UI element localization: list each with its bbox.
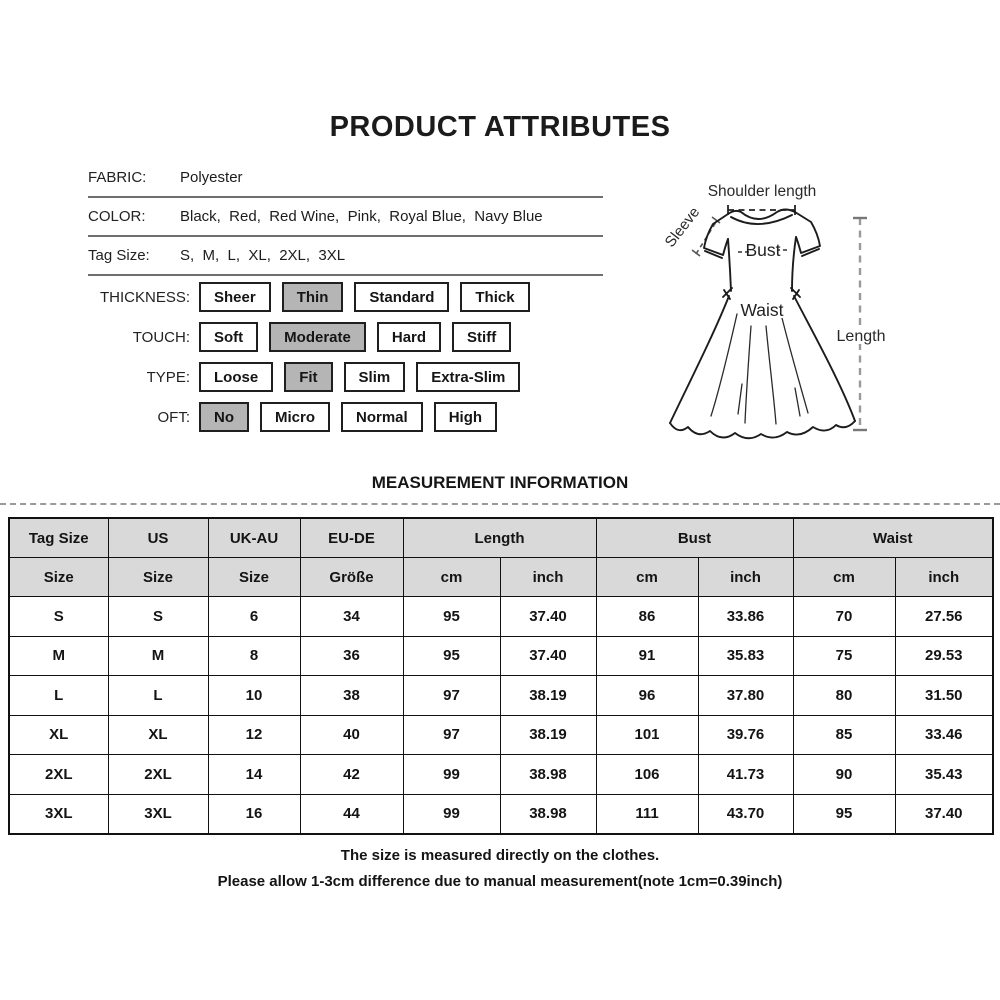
size-table-cell: 12 [208, 715, 300, 755]
size-table-cell: 106 [596, 755, 698, 795]
option-row [0, 277, 640, 317]
attribute-label: COLOR: [88, 208, 146, 225]
attribute-row [88, 159, 603, 198]
option-thin: Thin [282, 282, 344, 312]
size-table-cell: 2XL [108, 755, 208, 795]
size-table-cell: 39.76 [698, 715, 793, 755]
size-table-cell: 44 [300, 794, 403, 834]
option-soft: Soft [199, 322, 258, 352]
attribute-value: Black, Red, Red Wine, Pink, Royal Blue, Navy Blue [180, 208, 543, 225]
size-table-row [9, 676, 993, 716]
subcol-size-us: Size [108, 558, 208, 597]
option-no: No [199, 402, 249, 432]
option-hard: Hard [377, 322, 441, 352]
size-table-cell: 29.53 [895, 636, 993, 676]
option-slim: Slim [344, 362, 406, 392]
option-loose: Loose [199, 362, 273, 392]
size-table-cell: 70 [793, 597, 895, 637]
size-table-cell: 36 [300, 636, 403, 676]
skirt-fold-lines [711, 314, 808, 424]
col-uk-au: UK-AU [208, 518, 300, 558]
size-table-cell: 38.19 [500, 676, 596, 716]
attribute-rows [88, 159, 603, 276]
size-table-cell: 14 [208, 755, 300, 795]
size-table-cell: 10 [208, 676, 300, 716]
shoulder-length-label: Shoulder length [707, 183, 817, 200]
option-row [0, 397, 640, 437]
subcol-bust-cm: cm [596, 558, 698, 597]
subcol-bust-inch: inch [698, 558, 793, 597]
size-table-header-row-1 [9, 518, 993, 558]
size-table-cell: 99 [403, 755, 500, 795]
size-table-cell: 40 [300, 715, 403, 755]
page-title: PRODUCT ATTRIBUTES [329, 111, 671, 143]
size-table-cell: 38.98 [500, 794, 596, 834]
size-table-cell: L [108, 676, 208, 716]
size-table-row [9, 636, 993, 676]
length-measure-line [853, 218, 867, 430]
size-table-row [9, 715, 993, 755]
measurement-section-title: MEASUREMENT INFORMATION [371, 473, 629, 492]
size-table-cell: 96 [596, 676, 698, 716]
option-boxes [199, 322, 511, 352]
col-tag-size: Tag Size [9, 518, 108, 558]
option-boxes [199, 282, 530, 312]
dress-measurement-diagram [650, 176, 920, 476]
option-moderate: Moderate [269, 322, 366, 352]
size-table-cell: 95 [403, 636, 500, 676]
footer-note-2: Please allow 1-3cm difference due to manual measurement(note 1cm=0.39inch) [217, 873, 783, 890]
size-table-cell: 35.83 [698, 636, 793, 676]
col-waist: Waist [793, 518, 993, 558]
size-table-cell: 43.70 [698, 794, 793, 834]
size-table-row [9, 597, 993, 637]
size-table-cell: 41.73 [698, 755, 793, 795]
size-table-cell: 90 [793, 755, 895, 795]
size-table-cell: 35.43 [895, 755, 993, 795]
sleeve-label: Sleeve [661, 203, 704, 251]
size-table-cell: 8 [208, 636, 300, 676]
size-table-cell: L [9, 676, 108, 716]
size-table-cell: 95 [793, 794, 895, 834]
size-table-cell: 37.40 [500, 636, 596, 676]
footer-notes [0, 847, 1000, 899]
size-table-cell: 101 [596, 715, 698, 755]
attribute-value: S, M, L, XL, 2XL, 3XL [180, 247, 346, 264]
option-stiff: Stiff [452, 322, 511, 352]
size-table-cell: M [108, 636, 208, 676]
size-table-cell: 38 [300, 676, 403, 716]
option-thick: Thick [460, 282, 529, 312]
footer-note-1: The size is measured directly on the clothes. [340, 847, 660, 864]
option-normal: Normal [341, 402, 423, 432]
size-table-cell: 86 [596, 597, 698, 637]
size-table-cell: 16 [208, 794, 300, 834]
size-table-row [9, 794, 993, 834]
option-row-label: THICKNESS: [99, 288, 190, 306]
size-table-cell: 38.19 [500, 715, 596, 755]
size-table-wrap [8, 517, 992, 835]
size-table-cell: 37.40 [895, 794, 993, 834]
size-table-cell: 42 [300, 755, 403, 795]
option-standard: Standard [354, 282, 449, 312]
size-table-cell: S [108, 597, 208, 637]
option-high: High [434, 402, 497, 432]
subcol-size-ukau: Size [208, 558, 300, 597]
size-table-cell: XL [9, 715, 108, 755]
size-table-cell: 3XL [108, 794, 208, 834]
attribute-value: Polyester [180, 169, 243, 186]
col-eu-de: EU-DE [300, 518, 403, 558]
option-boxes [199, 362, 520, 392]
size-table-cell: 91 [596, 636, 698, 676]
size-table-cell: XL [108, 715, 208, 755]
size-table-cell: 111 [596, 794, 698, 834]
size-table-cell: 2XL [9, 755, 108, 795]
size-table-cell: 33.86 [698, 597, 793, 637]
attribute-row [88, 198, 603, 237]
dashed-separator [0, 503, 1000, 505]
size-table-cell: 97 [403, 715, 500, 755]
size-table-cell: 85 [793, 715, 895, 755]
size-table-cell: 33.46 [895, 715, 993, 755]
size-table [8, 517, 994, 835]
subcol-groesse: Größe [300, 558, 403, 597]
size-table-head [9, 518, 993, 597]
size-table-cell: 37.80 [698, 676, 793, 716]
col-length: Length [403, 518, 596, 558]
size-table-cell: 3XL [9, 794, 108, 834]
subcol-size-tag: Size [9, 558, 108, 597]
attribute-label: FABRIC: [88, 169, 147, 186]
size-table-body [9, 597, 993, 835]
option-row-label: TOUCH: [132, 328, 190, 346]
attribute-row [88, 237, 603, 276]
size-table-cell: S [9, 597, 108, 637]
size-table-cell: 38.98 [500, 755, 596, 795]
length-label: Length [836, 328, 886, 345]
option-row [0, 357, 640, 397]
size-table-cell: 37.40 [500, 597, 596, 637]
size-table-cell: 95 [403, 597, 500, 637]
waist-label: Waist [740, 300, 784, 320]
size-table-cell: M [9, 636, 108, 676]
subcol-waist-inch: inch [895, 558, 993, 597]
size-table-cell: 80 [793, 676, 895, 716]
size-table-cell: 27.56 [895, 597, 993, 637]
size-table-cell: 99 [403, 794, 500, 834]
size-table-header-row-2 [9, 558, 993, 597]
bust-label: Bust [745, 240, 781, 260]
size-table-cell: 6 [208, 597, 300, 637]
size-table-cell: 31.50 [895, 676, 993, 716]
col-bust: Bust [596, 518, 793, 558]
option-row-label: TYPE: [146, 368, 190, 386]
subcol-waist-cm: cm [793, 558, 895, 597]
option-rows [0, 277, 640, 437]
option-fit: Fit [284, 362, 332, 392]
option-sheer: Sheer [199, 282, 271, 312]
option-micro: Micro [260, 402, 330, 432]
subcol-length-inch: inch [500, 558, 596, 597]
option-boxes [199, 402, 497, 432]
size-table-row [9, 755, 993, 795]
size-table-cell: 97 [403, 676, 500, 716]
attribute-label: Tag Size: [88, 247, 150, 264]
size-table-cell: 34 [300, 597, 403, 637]
option-extra-slim: Extra-Slim [416, 362, 520, 392]
option-row [0, 317, 640, 357]
option-row-label: OFT: [157, 408, 190, 426]
subcol-length-cm: cm [403, 558, 500, 597]
col-us: US [108, 518, 208, 558]
size-table-cell: 75 [793, 636, 895, 676]
